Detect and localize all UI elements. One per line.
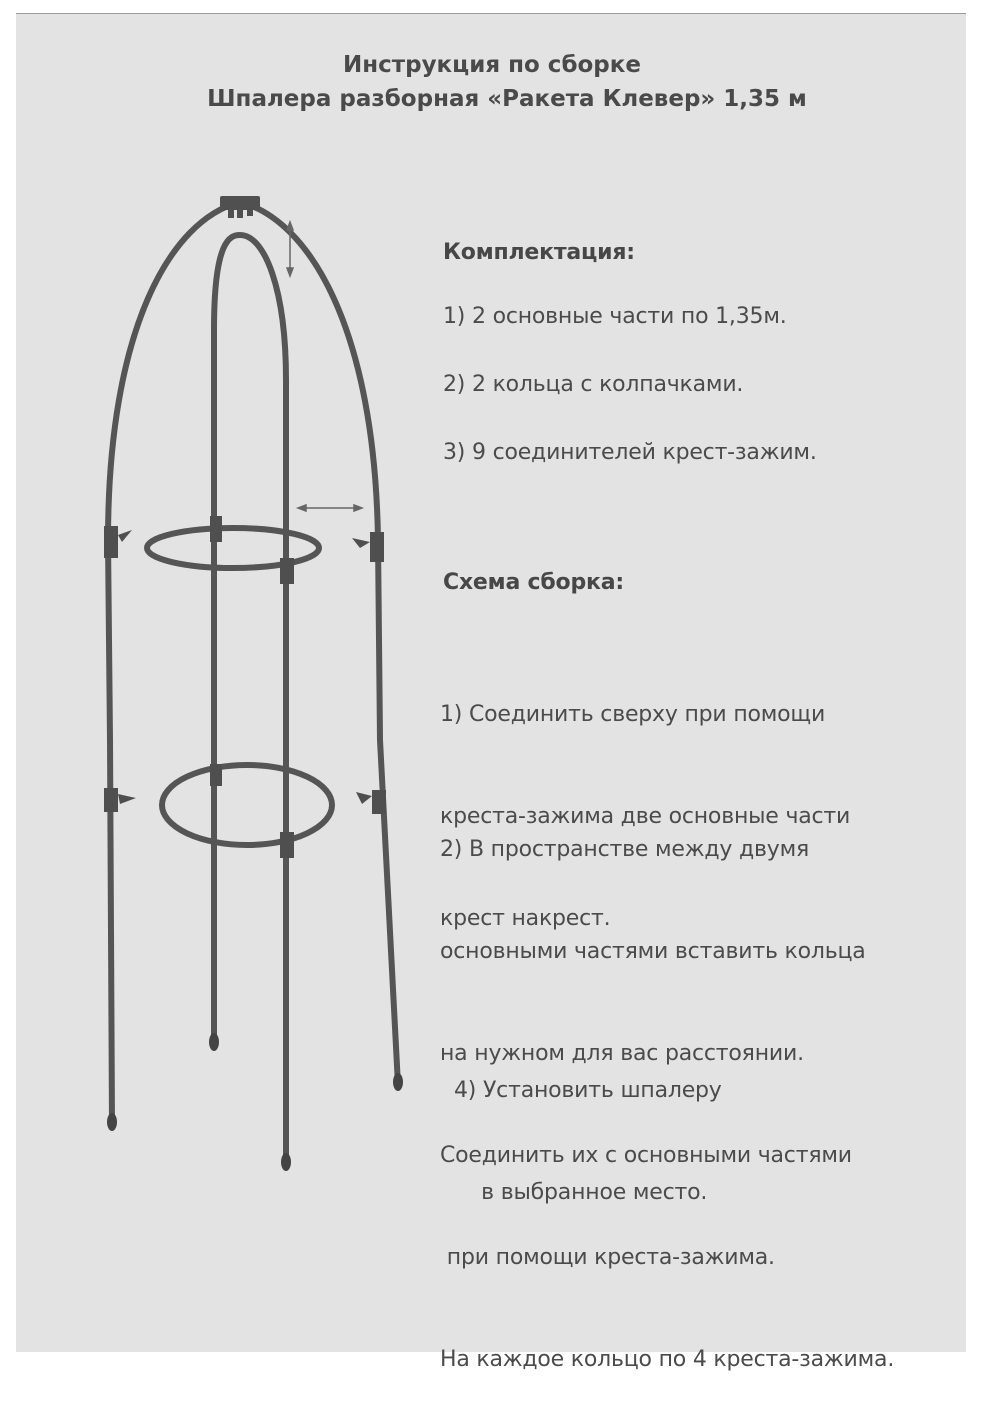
step-line: На каждое кольцо по 4 креста-зажима. bbox=[440, 1347, 895, 1372]
step-line: Соединить их с основными частями bbox=[440, 1143, 852, 1168]
kit-item-2: 2) 2 кольца с колпачками. bbox=[443, 372, 744, 397]
step-line: основными частями вставить кольца bbox=[440, 939, 866, 964]
top-cross-clamp bbox=[220, 196, 260, 218]
kit-heading: Комплектация: bbox=[443, 240, 635, 265]
dimension-arrows bbox=[287, 222, 362, 511]
title-line-1: Инструкция по сборке bbox=[343, 52, 641, 78]
assembly-step-4 bbox=[454, 1006, 722, 1244]
outer-arch bbox=[108, 202, 398, 1125]
rod-caps bbox=[107, 1033, 403, 1171]
inner-arch bbox=[214, 235, 286, 1165]
step-line: крест накрест. bbox=[440, 906, 611, 931]
step-line: в выбранное место. bbox=[454, 1180, 708, 1205]
lower-ring bbox=[162, 765, 332, 845]
title-line-2: Шпалера разборная «Ракета Клевер» 1,35 м bbox=[207, 86, 807, 112]
step-line: 4) Установить шпалеру bbox=[454, 1078, 722, 1103]
step-line: креста-зажима две основные части bbox=[440, 804, 851, 829]
arrow-up-icon bbox=[287, 222, 293, 230]
assembly-heading: Схема сборка: bbox=[443, 570, 624, 595]
step-line: на нужном для вас расстоянии. bbox=[440, 1041, 804, 1066]
arrow-down-icon bbox=[287, 268, 293, 276]
arrow-right-icon bbox=[354, 505, 362, 511]
step-line: 2) В пространстве между двумя bbox=[440, 837, 810, 862]
trellis-diagram bbox=[90, 180, 410, 1180]
document-title bbox=[0, 48, 984, 116]
kit-item-3: 3) 9 соединителей крест-зажим. bbox=[443, 440, 817, 465]
arrow-left-icon bbox=[298, 505, 306, 511]
kit-item-1: 1) 2 основные части по 1,35м. bbox=[443, 304, 787, 329]
step-line: при помощи креста-зажима. bbox=[440, 1245, 775, 1270]
step-line: 1) Соединить сверху при помощи bbox=[440, 702, 826, 727]
